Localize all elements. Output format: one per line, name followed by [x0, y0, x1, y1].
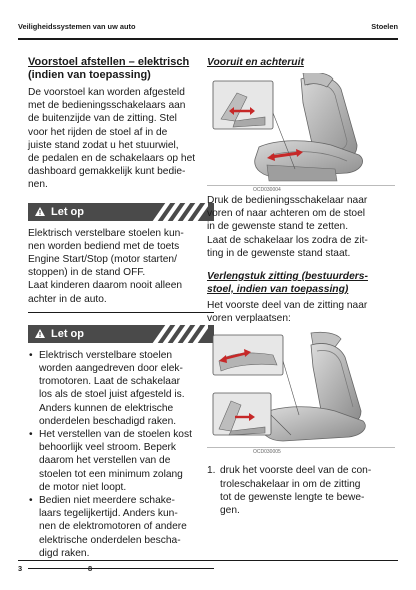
intro-line: juiste stand zodat u het stuurwiel, [28, 139, 179, 151]
list-item [28, 428, 214, 494]
intro-line: voor het rijden de stoel af in de [28, 126, 168, 138]
bullet-line: stoelen tot een minimum zolang [39, 468, 183, 480]
figure-code: OCD030004 [253, 187, 281, 193]
seat-illustration [207, 73, 395, 185]
intro-line: de buitenzijde van de zitting. Stel [28, 113, 177, 125]
footer-section-number: 3 [18, 564, 23, 573]
page-header [18, 22, 398, 36]
subheading-line2: stoel, indien van toepassing) [207, 284, 349, 296]
intro-line: dashboard gemakkelijk kunt bedie- [28, 166, 186, 178]
page-footer [18, 560, 398, 575]
bullet-line: tromotoren. Laat de schakelaar [39, 376, 181, 388]
bullet-line: onderdelen beschadigd raken. [39, 415, 177, 427]
header-rule [18, 38, 398, 40]
numbered-step [207, 464, 395, 517]
bullet-line: • Bedien niet meerdere schake- [39, 495, 175, 507]
intro-paragraph [28, 86, 214, 192]
body-line: ting in de gewenste stand staat. [207, 247, 351, 259]
header-section-title: Veiligheidssystemen van uw auto [18, 22, 136, 31]
seat-figure-forward-backward [207, 73, 395, 193]
bullet-line: nen de elektromotoren of andere [39, 521, 187, 533]
subheading-forward-backward: Vooruit en achteruit [207, 57, 304, 68]
intro-line: De voorstoel kan worden afgesteld [28, 87, 185, 98]
section-heading [28, 56, 214, 82]
subheading-seat-extension [207, 270, 395, 296]
notice-line: stoppen) in de stand OFF. [28, 267, 146, 279]
list-item [28, 349, 214, 428]
section-heading-line2: (indien van toepassing) [28, 69, 151, 81]
step-line: tot de gewenste lengte te bewe- [220, 491, 365, 503]
intro-line: met de bedieningsschakelaars aan [28, 100, 186, 112]
bullet-line: los als de stoel juist afgesteld is. [39, 389, 185, 401]
notice-label: Let op [51, 205, 84, 218]
bullet-line: • Elektrisch verstelbare stoelen [39, 349, 173, 361]
bullet-line: Anders kunnen de elektrische [39, 402, 174, 414]
figure-code: OCD030005 [253, 449, 281, 456]
body-line: Het voorste deel van de zitting naar [207, 300, 368, 312]
body-line: Druk de bedieningsschakelaar naar [207, 195, 368, 206]
notice-stripes [154, 203, 214, 221]
notice-label: Let op [51, 327, 84, 340]
notice-bullet-list [28, 349, 214, 560]
notice-line: Laat kinderen daarom nooit alleen [28, 280, 183, 292]
notice-header [28, 325, 214, 343]
body-line: in de gewenste stand te zetten. [207, 221, 349, 233]
seat-figure-extension [207, 331, 395, 456]
bullet-line: behoorlijk veel stroom. Beperk [39, 442, 177, 454]
notice-header [28, 203, 214, 221]
footer-page-number: 8 [88, 564, 93, 573]
warning-triangle-icon [35, 329, 45, 338]
bullet-line: digd raken. [39, 547, 90, 559]
notice-line: achter in de auto. [28, 293, 107, 305]
notice-line: Elektrisch verstelbare stoelen kun- [28, 227, 184, 239]
notice-body [28, 227, 214, 306]
bullet-line: laars tegelijkertijd. Anders kun- [39, 508, 178, 520]
body-line: voren verplaatsen: [207, 313, 291, 325]
body-line: Laat de schakelaar los zodra de zit- [207, 234, 368, 246]
intro-line: nen. [28, 179, 48, 191]
list-item [28, 494, 214, 560]
right-column [207, 56, 395, 517]
notice-stripes [154, 325, 214, 343]
step-line: druk het voorste deel van de con- [220, 465, 372, 477]
subheading-line1: Verlengstuk zitting (bestuurders- [207, 271, 368, 283]
left-column [28, 56, 214, 569]
intro-line: de pedalen en de schakelaars op het [28, 153, 196, 165]
seat-extension-illustration [207, 331, 395, 447]
forward-backward-text [207, 194, 395, 260]
bullet-line: de motor niet loopt. [39, 481, 127, 493]
step-number: 1. [207, 465, 216, 477]
notice-line: nen worden bediend met de toets [28, 240, 180, 252]
notice-line: Engine Start/Stop (motor starten/ [28, 254, 177, 266]
header-chapter-title: Stoelen [371, 22, 398, 31]
warning-triangle-icon [35, 207, 45, 216]
step-line: troleschakelaar in om de zitting [220, 478, 361, 490]
bullet-line: daarom het verstellen van de [39, 455, 171, 467]
bullet-line: • Het verstellen van de stoelen kost [39, 429, 192, 441]
bullet-line: elektrische onderdelen bescha- [39, 534, 181, 546]
section-heading-line1: Voorstoel afstellen – elektrisch [28, 56, 190, 68]
bullet-line: worden aangedreven door elek- [39, 363, 183, 375]
step-line: gen. [220, 505, 240, 517]
body-line: voren of naar achteren om de stoel [207, 208, 366, 220]
